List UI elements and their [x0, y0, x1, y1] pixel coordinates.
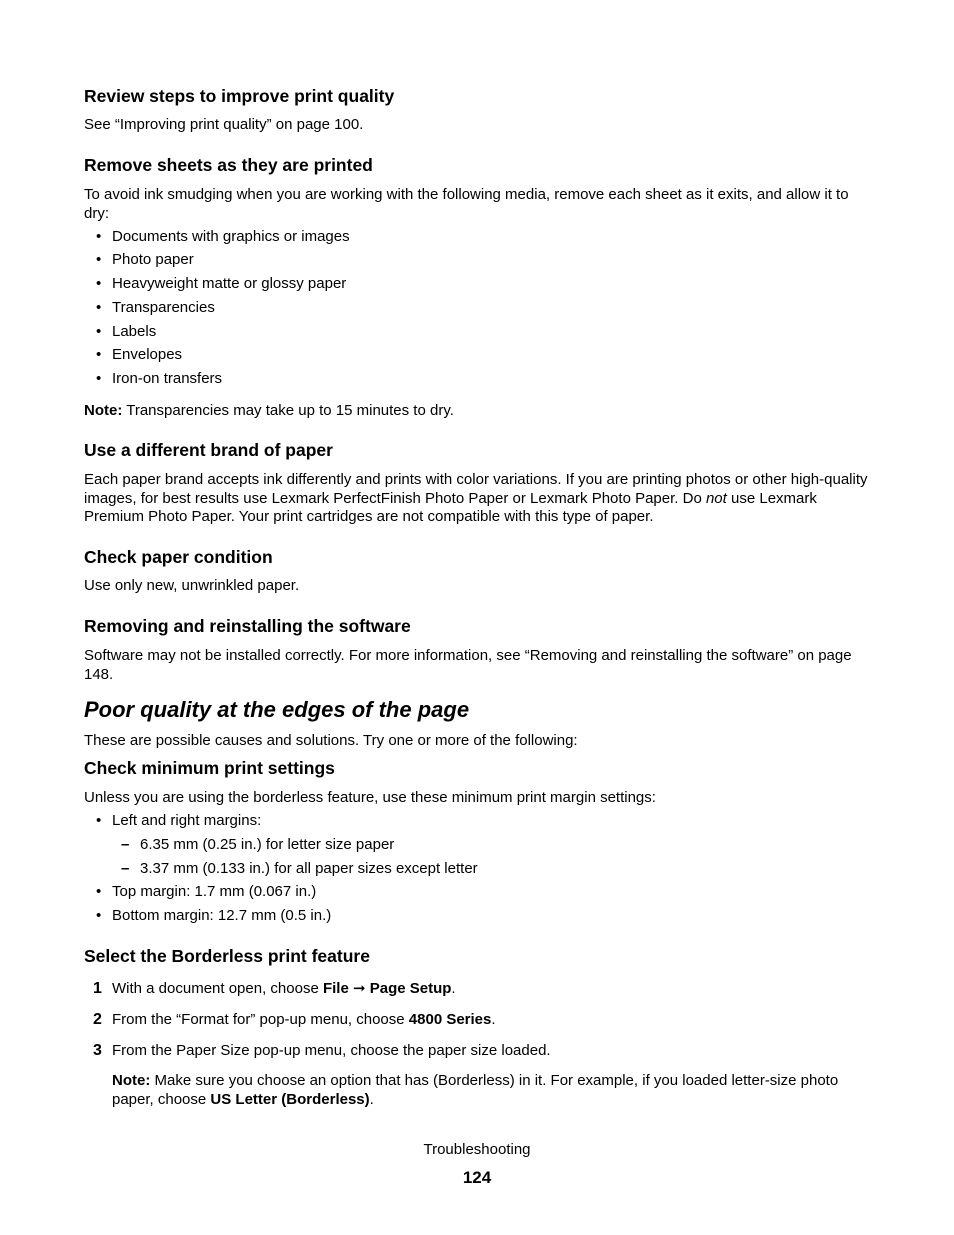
page-number: 124 [462, 1168, 492, 1187]
heading-paper-condition: Check paper condition [84, 547, 273, 567]
page-intro: These are possible causes and solutions. Try one or more of the following: [84, 732, 578, 749]
reinstall-software-body: Software may not be installed correctly. For more information, see “Removing and reinstalling the software” on page 148. [84, 647, 852, 683]
remove-sheets-body: To avoid ink smudging when you are working with the following media, remove each sheet as it exits, and allow it to dry: [84, 186, 849, 222]
page-title: Poor quality at the edges of the page [84, 697, 470, 722]
review-steps-body: See “Improving print quality” on page 100. [84, 116, 364, 133]
heading-borderless-feature: Select the Borderless print feature [84, 946, 370, 966]
borderless-note: Note: Make sure you choose an option that has (Borderless) in it. For example, if you loaded letter-size photo paper, choose US Letter (Borderless). [112, 1072, 839, 1108]
paper-condition-body: Use only new, unwrinkled paper. [84, 577, 300, 594]
min-print-settings-body: Unless you are using the borderless feature, use these minimum print margin settings: [84, 789, 656, 806]
heading-review-steps: Review steps to improve print quality [84, 86, 395, 106]
footer-section-name: Troubleshooting [423, 1141, 531, 1158]
heading-different-brand: Use a different brand of paper [84, 440, 333, 460]
different-brand-body: Each paper brand accepts ink differently and prints with color variations. If you are printing photos or other high-quality images, for best results use Lexmark PerfectFinish Photo Paper or Lexmark Photo Paper. Do not use Lexmark Premium Photo Paper. Your print cartridges are not compatible with this type of paper. [84, 471, 868, 525]
heading-min-print-settings: Check minimum print settings [84, 758, 335, 778]
heading-reinstall-software: Removing and reinstalling the software [84, 616, 411, 636]
heading-remove-sheets: Remove sheets as they are printed [84, 155, 373, 175]
transparencies-note: Note: Transparencies may take up to 15 minutes to dry. [84, 402, 454, 419]
